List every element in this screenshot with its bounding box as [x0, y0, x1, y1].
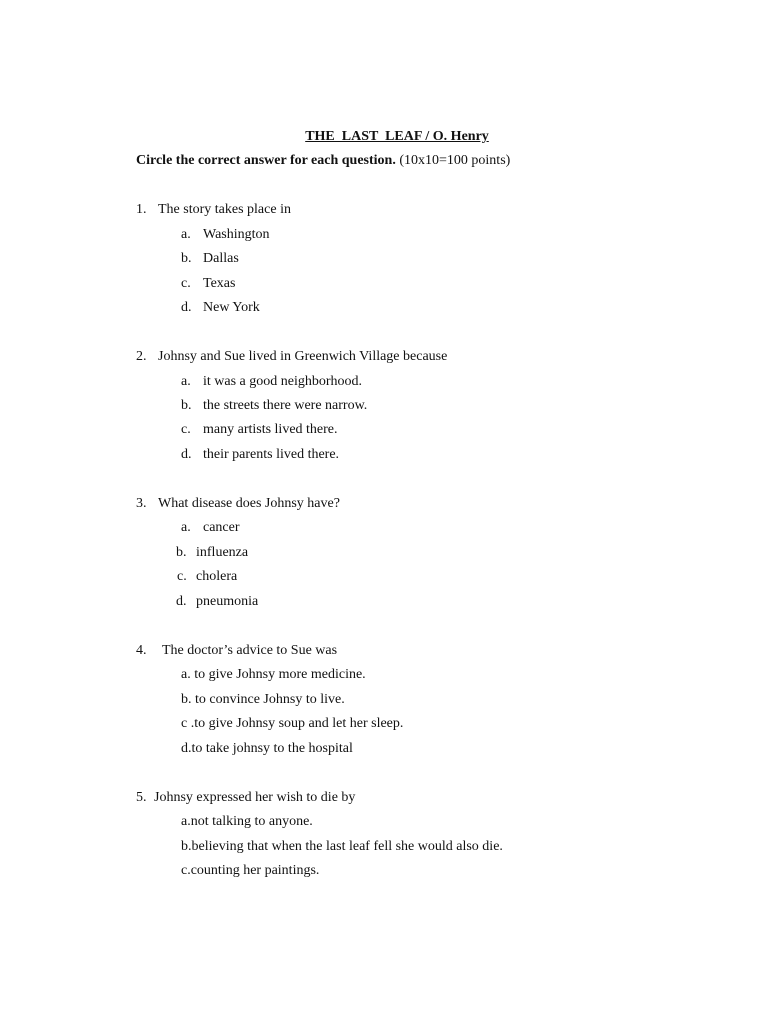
instructions-points: (10x10=100 points) — [395, 153, 511, 168]
instructions — [136, 153, 510, 169]
option-text: c .to give Johnsy soup and let her sleep. — [181, 716, 404, 731]
option-text: cancer — [203, 520, 240, 535]
option-text: the streets there were narrow. — [203, 398, 368, 413]
question-text: The story takes place in — [158, 202, 291, 217]
question-number: 2. — [136, 349, 147, 364]
question-text: Johnsy and Sue lived in Greenwich Village because — [158, 349, 448, 364]
option-text: pneumonia — [196, 594, 259, 609]
option-text: New York — [203, 300, 260, 315]
option-text: many artists lived there. — [203, 422, 338, 437]
option-text: their parents lived there. — [203, 447, 340, 462]
option-letter: c. — [177, 569, 187, 584]
option-letter: d. — [181, 447, 192, 462]
option-text: Dallas — [203, 251, 239, 266]
option-letter: a. — [181, 374, 191, 389]
option-text: b. to convince Johnsy to live. — [181, 692, 345, 707]
question-text: The doctor’s advice to Sue was — [162, 643, 338, 658]
option-letter: c. — [181, 276, 191, 291]
option-text: a.not talking to anyone. — [181, 814, 313, 829]
option-text: d.to take johnsy to the hospital — [181, 741, 353, 756]
option-text: it was a good neighborhood. — [203, 374, 363, 389]
option-letter: d. — [181, 300, 192, 315]
option-letter: b. — [181, 251, 192, 266]
question-text: What disease does Johnsy have? — [158, 496, 340, 511]
option-text: influenza — [196, 545, 249, 560]
option-letter: a. — [181, 520, 191, 535]
question-number: 3. — [136, 496, 147, 511]
option-text: Washington — [203, 227, 270, 242]
question-number: 5. — [136, 790, 147, 805]
option-text: a. to give Johnsy more medicine. — [181, 667, 366, 682]
question-text: Johnsy expressed her wish to die by — [154, 790, 356, 805]
option-text: Texas — [203, 276, 236, 291]
option-letter: a. — [181, 227, 191, 242]
instructions-bold: Circle the correct answer for each question. — [136, 153, 396, 168]
option-text: b.believing that when the last leaf fell she would also die. — [181, 839, 503, 854]
option-text: cholera — [196, 569, 238, 584]
page-title: THE LAST LEAF / O. Henry — [305, 129, 489, 144]
option-letter: c. — [181, 422, 191, 437]
question-number: 4. — [136, 643, 147, 658]
option-text: c.counting her paintings. — [181, 863, 320, 878]
option-letter: d. — [176, 594, 187, 609]
option-letter: b. — [181, 398, 192, 413]
option-letter: b. — [176, 545, 187, 560]
question-number: 1. — [136, 202, 147, 217]
